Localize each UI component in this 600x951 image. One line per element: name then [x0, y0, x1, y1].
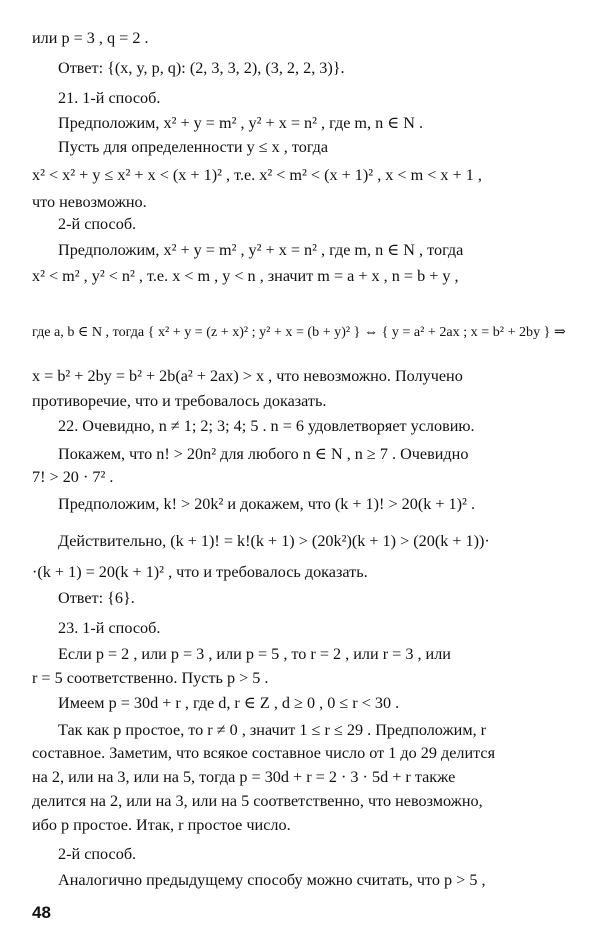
text-line: Аналогично предыдущему способу можно считать, что p > 5 ,: [58, 871, 486, 889]
text-line: что невозможно.: [32, 193, 147, 211]
text-line: Имеем p = 30d + r , где d, r ∈ Z , d ≥ 0 , 0 ≤ r < 30 .: [58, 694, 400, 712]
formula-line: ·(k + 1) = 20(k + 1)² , что и требовалось доказать.: [32, 563, 368, 581]
system-formula-line: где a, b ∈ N , тогда { x² + y = (z + x)² ; y² + x = (b + y)² } ⇔ { y = a² + 2ax ; x = b² + 2by } ⇒: [32, 324, 566, 340]
problem-heading: 23. 1-й способ.: [58, 619, 161, 637]
method-heading: 2-й способ.: [58, 215, 137, 233]
formula-line: x² < x² + y ≤ x² + x < (x + 1)² , т.е. x² < m² < (x + 1)² , x < m < x + 1 ,: [32, 166, 482, 184]
text-line: или p = 3 , q = 2 .: [32, 29, 149, 47]
text-line: делится на 2, или на 3, или на 5 соответственно, что невозможно,: [32, 792, 483, 810]
text-line: Предположим, x² + y = m² , y² + x = n² , где m, n ∈ N .: [58, 114, 424, 132]
text-line: Покажем, что n! > 20n² для любого n ∈ N , n ≥ 7 . Очевидно: [58, 445, 469, 463]
method-heading: 2-й способ.: [58, 845, 137, 863]
formula-line: Действительно, (k + 1)! = k!(k + 1) > (20k²)(k + 1) > (20(k + 1))·: [58, 532, 490, 550]
text-line: Так как p простое, то r ≠ 0 , значит 1 ≤ r ≤ 29 . Предположим, r: [58, 721, 487, 739]
text-line: ибо p простое. Итак, r простое число.: [32, 816, 291, 834]
problem-heading: 21. 1-й способ.: [58, 89, 161, 107]
answer-line: Ответ: {6}.: [58, 589, 135, 607]
text-line: противоречие, что и требовалось доказать.: [32, 392, 327, 410]
text-line: r = 5 соответственно. Пусть p > 5 .: [32, 669, 269, 687]
text-line: на 2, или на 3, или на 5, тогда p = 30d + r = 2 · 3 · 5d + r также: [32, 768, 456, 786]
page-number: 48: [32, 903, 51, 922]
formula-line: 7! > 20 · 7² .: [32, 468, 114, 486]
text-line: Пусть для определенности y ≤ x , тогда: [58, 138, 329, 156]
formula-line: x = b² + 2by = b² + 2b(a² + 2ax) > x , что невозможно. Получено: [32, 367, 463, 385]
text-line: составное. Заметим, что всякое составное число от 1 до 29 делится: [32, 744, 496, 762]
text-line: Предположим, x² + y = m² , y² + x = n² , где m, n ∈ N , тогда: [58, 241, 464, 259]
text-line: Предположим, k! > 20k² и докажем, что (k + 1)! > 20(k + 1)² .: [58, 495, 475, 513]
text-line: Если p = 2 , или p = 3 , или p = 5 , то r = 2 , или r = 3 , или: [58, 645, 451, 663]
problem-heading: 22. Очевидно, n ≠ 1; 2; 3; 4; 5 . n = 6 удовлетворяет условию.: [58, 417, 475, 435]
formula-line: x² < m² , y² < n² , т.е. x < m , y < n , значит m = a + x , n = b + y ,: [32, 267, 459, 285]
answer-line: Ответ: {(x, y, p, q): (2, 3, 3, 2), (3, 2, 2, 3)}.: [58, 59, 345, 77]
